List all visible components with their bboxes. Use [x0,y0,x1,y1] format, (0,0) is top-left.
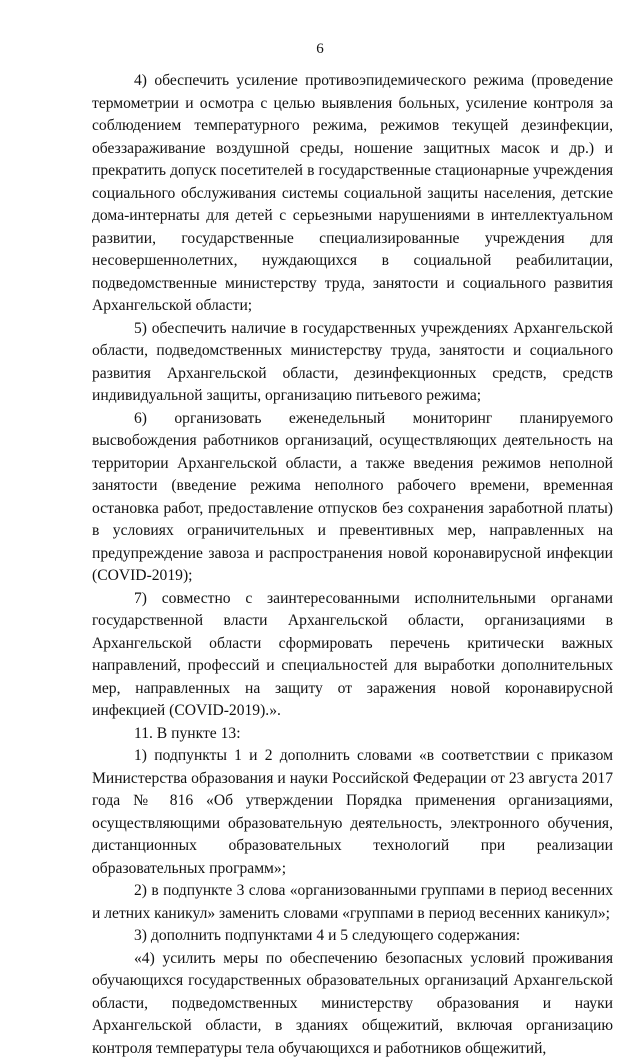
paragraph-item-6: 6) организовать еженедельный мониторинг планируемого высвобождения работников организаций, осуществляющих деятельность на территории Архангельской области, а также введения режимов неполной занятости (введение режима неполного рабочего времени, временная остановка работ, предоставление отпусков без сохранения заработной платы) в условиях ограничительных и превентивных мер, направленных на предупреждение завоза и распространения новой коронавирусной инфекции (COVID-2019); [92,408,613,588]
paragraph-quoted-item-4: «4) усилить меры по обеспечению безопасных условий проживания обучающихся государственных образовательных организаций Архангельской области, подведомственных министерству образования и науки Архангельской области, в зданиях общежитий, включая организацию контроля температуры тела обучающихся и работников общежитий, [92,948,613,1060]
paragraph-section-11: 11. В пункте 13: [92,723,613,746]
paragraph-item-7: 7) совместно с заинтересованными исполнительными органами государственной власти Архангельской области, организациями в Архангельской области сформировать перечень критически важных направлений, профессий и специальностей для выработки дополнительных мер, направленных на защиту от заражения новой коронавирусной инфекцией (COVID-2019).». [92,588,613,723]
document-body [92,70,613,1060]
paragraph-item-5: 5) обеспечить наличие в государственных учреждениях Архангельской области, подведомственных министерству труда, занятости и социального развития Архангельской области, дезинфекционных средств, средств индивидуальной защиты, организацию питьевого режима; [92,318,613,408]
paragraph-item-4: 4) обеспечить усиление противоэпидемического режима (проведение термометрии и осмотра с целью выявления больных, усиление контроля за соблюдением температурного режима, режимов текущей дезинфекции, обеззараживание воздушной среды, ношение защитных масок и др.) и прекратить допуск посетителей в государственные стационарные учреждения социального обслуживания системы социальной защиты населения, детские дома-интернаты для детей с серьезными нарушениями в интеллектуальном развитии, государственные специализированные учреждения для несовершеннолетних, нуждающихся в социальной реабилитации, подведомственные министерству труда, занятости и социального развития Архангельской области; [92,70,613,318]
paragraph-subitem-2: 2) в подпункте 3 слова «организованными группами в период весенних и летних каникул» заменить словами «группами в период весенних каникул»; [92,880,613,925]
paragraph-subitem-3: 3) дополнить подпунктами 4 и 5 следующего содержания: [92,925,613,948]
page-number: 6 [0,40,640,58]
paragraph-subitem-1: 1) подпункты 1 и 2 дополнить словами «в соответствии с приказом Министерства образования и науки Российской Федерации от 23 августа 2017 года № 816 «Об утверждении Порядка применения организациями, осуществляющими образовательную деятельность, электронного обучения, дистанционных образовательных технологий при реализации образовательных программ»; [92,745,613,880]
